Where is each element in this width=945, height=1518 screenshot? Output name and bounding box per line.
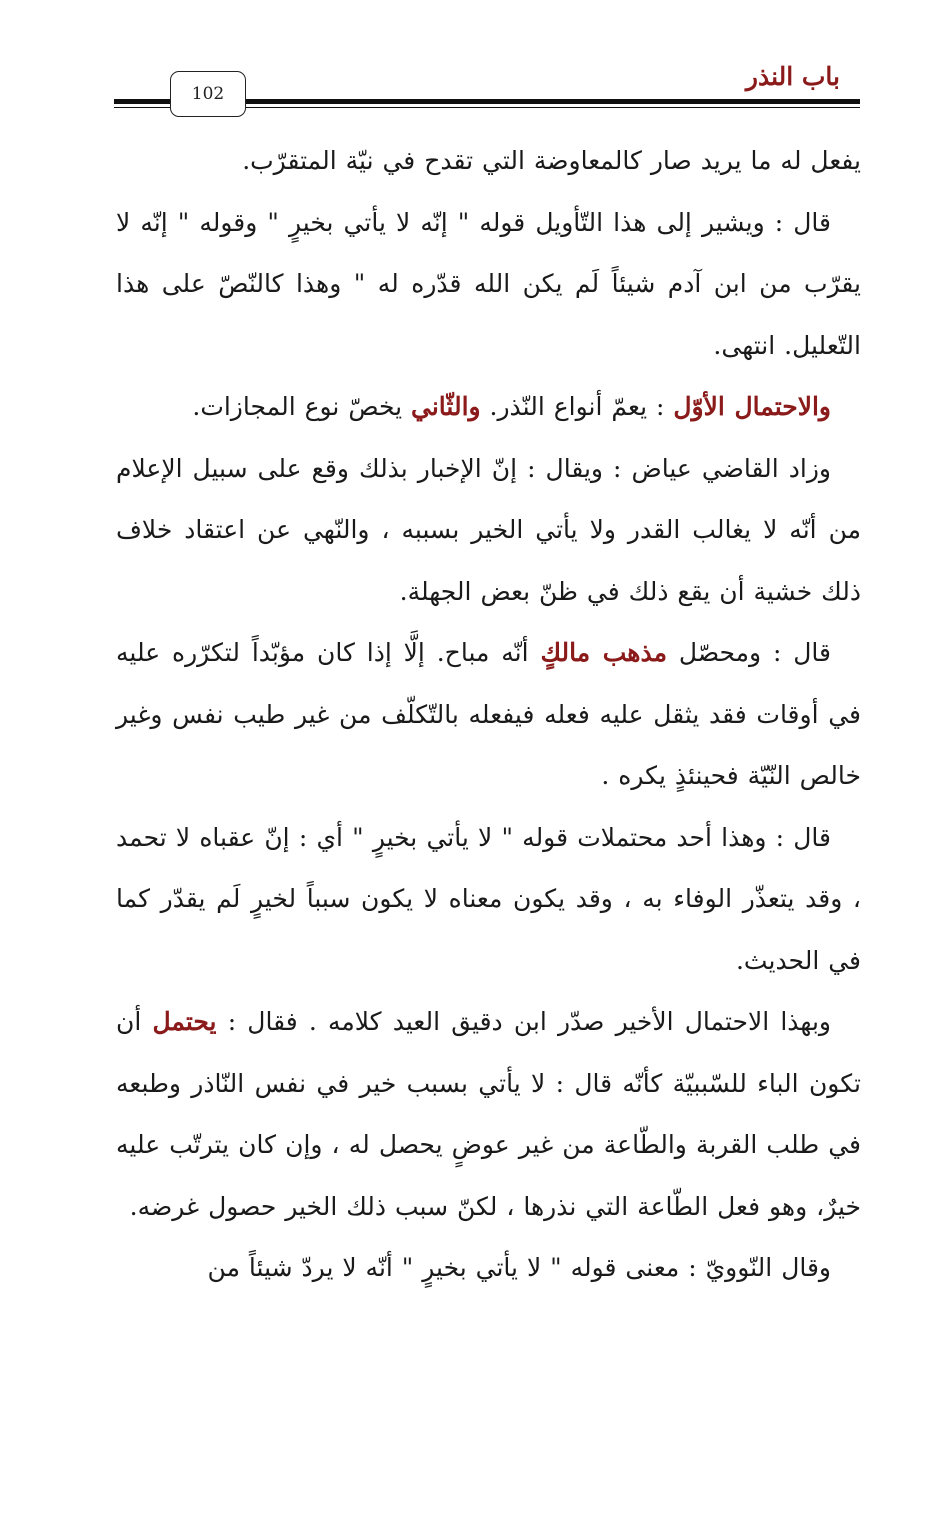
paragraph-text: وبهذا الاحتمال الأخير صدّر ابن دقيق العيد كلامه . فقال : <box>216 1007 831 1036</box>
paragraph <box>116 376 861 438</box>
paragraph-text: قال : ومحصّل <box>667 638 831 667</box>
paragraph-text: وزاد القاضي عياض : ويقال : إنّ الإخبار بذلك وقع على سبيل الإعلام من أنّه لا يغالب القدر ولا يأتي الخير بسببه ، والنّهي عن اعتقاد خلاف ذلك خشية أن يقع ذلك في ظنّ بعض الجهلة. <box>116 453 861 606</box>
paragraph-text: يفعل له ما يريد صار كالمعاوضة التي تقدح في نيّة المتقرّب. <box>242 146 861 175</box>
paragraph <box>116 1237 861 1299</box>
highlighted-term: مذهب مالكٍ <box>540 638 668 667</box>
highlighted-term: والاحتمال الأوّل <box>673 392 831 421</box>
paragraph <box>116 991 861 1237</box>
page-header <box>114 56 860 120</box>
paragraph <box>116 438 861 623</box>
paragraph <box>116 807 861 992</box>
paragraph-text: وقال النّوويّ : معنى قوله " لا يأتي بخيرٍ " أنّه لا يردّ شيئاً من <box>207 1253 831 1282</box>
paragraph <box>116 130 861 192</box>
paragraph <box>116 192 861 377</box>
paragraph-text: يخصّ نوع المجازات. <box>192 392 411 421</box>
page-body <box>116 130 861 1299</box>
paragraph-text: أن تكون الباء للسّببيّة كأنّه قال : لا يأتي بسبب خير في نفس النّاذر وطبعه في طلب القربة والطّاعة من غير عوضٍ يحصل له ، وإن كان يترتّب عليه خيرٌ، وهو فعل الطّاعة التي نذرها ، لكنّ سبب ذلك الخير حصول غرضه. <box>116 1007 861 1221</box>
page-number-badge <box>170 71 246 117</box>
paragraph-text: : يعمّ أنواع النّذر. <box>480 392 674 421</box>
paragraph-text: أنّه مباح. إلَّا إذا كان مؤبّداً لتكرّره عليه في أوقات فقد يثقل عليه فعله فيفعله بالتّكلّف من غير طيب نفس وغير خالص النّيّة فحينئذٍ يكره . <box>116 638 861 790</box>
highlighted-term: يحتمل <box>152 1007 217 1036</box>
highlighted-term: والثّاني <box>411 392 481 421</box>
paragraph-text: قال : ويشير إلى هذا التّأويل قوله " إنّه لا يأتي بخيرٍ " وقوله " إنّه لا يقرّب من ابن آدم شيئاً لَم يكن الله قدّره له " وهذا كالنّصّ على هذا التّعليل. انتهى. <box>116 207 861 360</box>
paragraph <box>116 622 861 807</box>
page-number: 102 <box>191 84 225 104</box>
chapter-title: باب النذر <box>745 62 840 91</box>
paragraph-text: قال : وهذا أحد محتملات قوله " لا يأتي بخيرٍ " أي : إنّ عقباه لا تحمد ، وقد يتعذّر الوفاء به ، وقد يكون معناه لا يكون سبباً لخيرٍ لَم يقدّر كما في الحديث. <box>116 822 861 975</box>
